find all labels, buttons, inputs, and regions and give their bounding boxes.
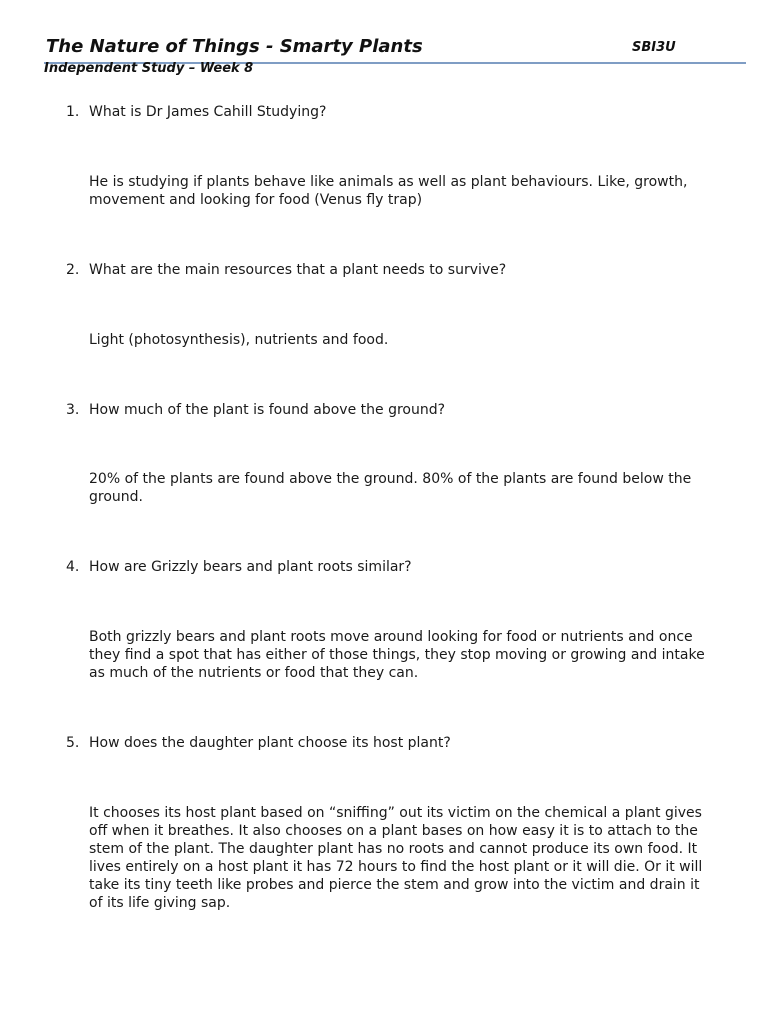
question-2 [66,261,706,279]
question-text: What are the main resources that a plant needs to survive? [89,262,507,278]
question-5 [66,734,706,752]
question-number: 2. [66,262,80,278]
question-number: 4. [66,559,80,575]
question-text: How does the daughter plant choose its host plant? [89,735,451,751]
answer-4: Both grizzly bears and plant roots move around looking for food or nutrients and once they find a spot that has either of those things, they stop moving or growing and intake as much of the nutrients or food that they can. [89,629,705,681]
answer-3: 20% of the plants are found above the ground. 80% of the plants are found below the ground. [89,471,692,505]
question-1 [66,103,706,121]
document-title: The Nature of Things - Smarty Plants [46,36,423,57]
question-number: 5. [66,735,80,751]
answer-5: It chooses its host plant based on “sniffing” out its victim on the chemical a plant gives off when it breathes. It also chooses on a plant bases on how easy it is to attach to the stem of the plant. The daughter plant has no roots and cannot produce its own food. It lives entirely on a host plant it has 72 hours to find the host plant or it will die. Or it will take its tiny teeth like probes and pierce the stem and grow into the victim and drain it of its life giving sap. [89,805,703,911]
question-4 [66,558,706,576]
question-3 [66,401,706,419]
answer-1: He is studying if plants behave like animals as well as plant behaviours. Like, growth, movement and looking for food (Venus fly trap) [89,174,688,208]
question-text: How much of the plant is found above the ground? [89,402,446,418]
answer-2: Light (photosynthesis), nutrients and food. [89,332,389,348]
question-number: 1. [66,104,80,120]
document-subtitle: Independent Study – Week 8 [44,61,254,76]
document-header [44,34,746,64]
question-number: 3. [66,402,80,418]
course-code: SBI3U [632,40,676,55]
question-text: What is Dr James Cahill Studying? [89,104,327,120]
question-text: How are Grizzly bears and plant roots similar? [89,559,412,575]
